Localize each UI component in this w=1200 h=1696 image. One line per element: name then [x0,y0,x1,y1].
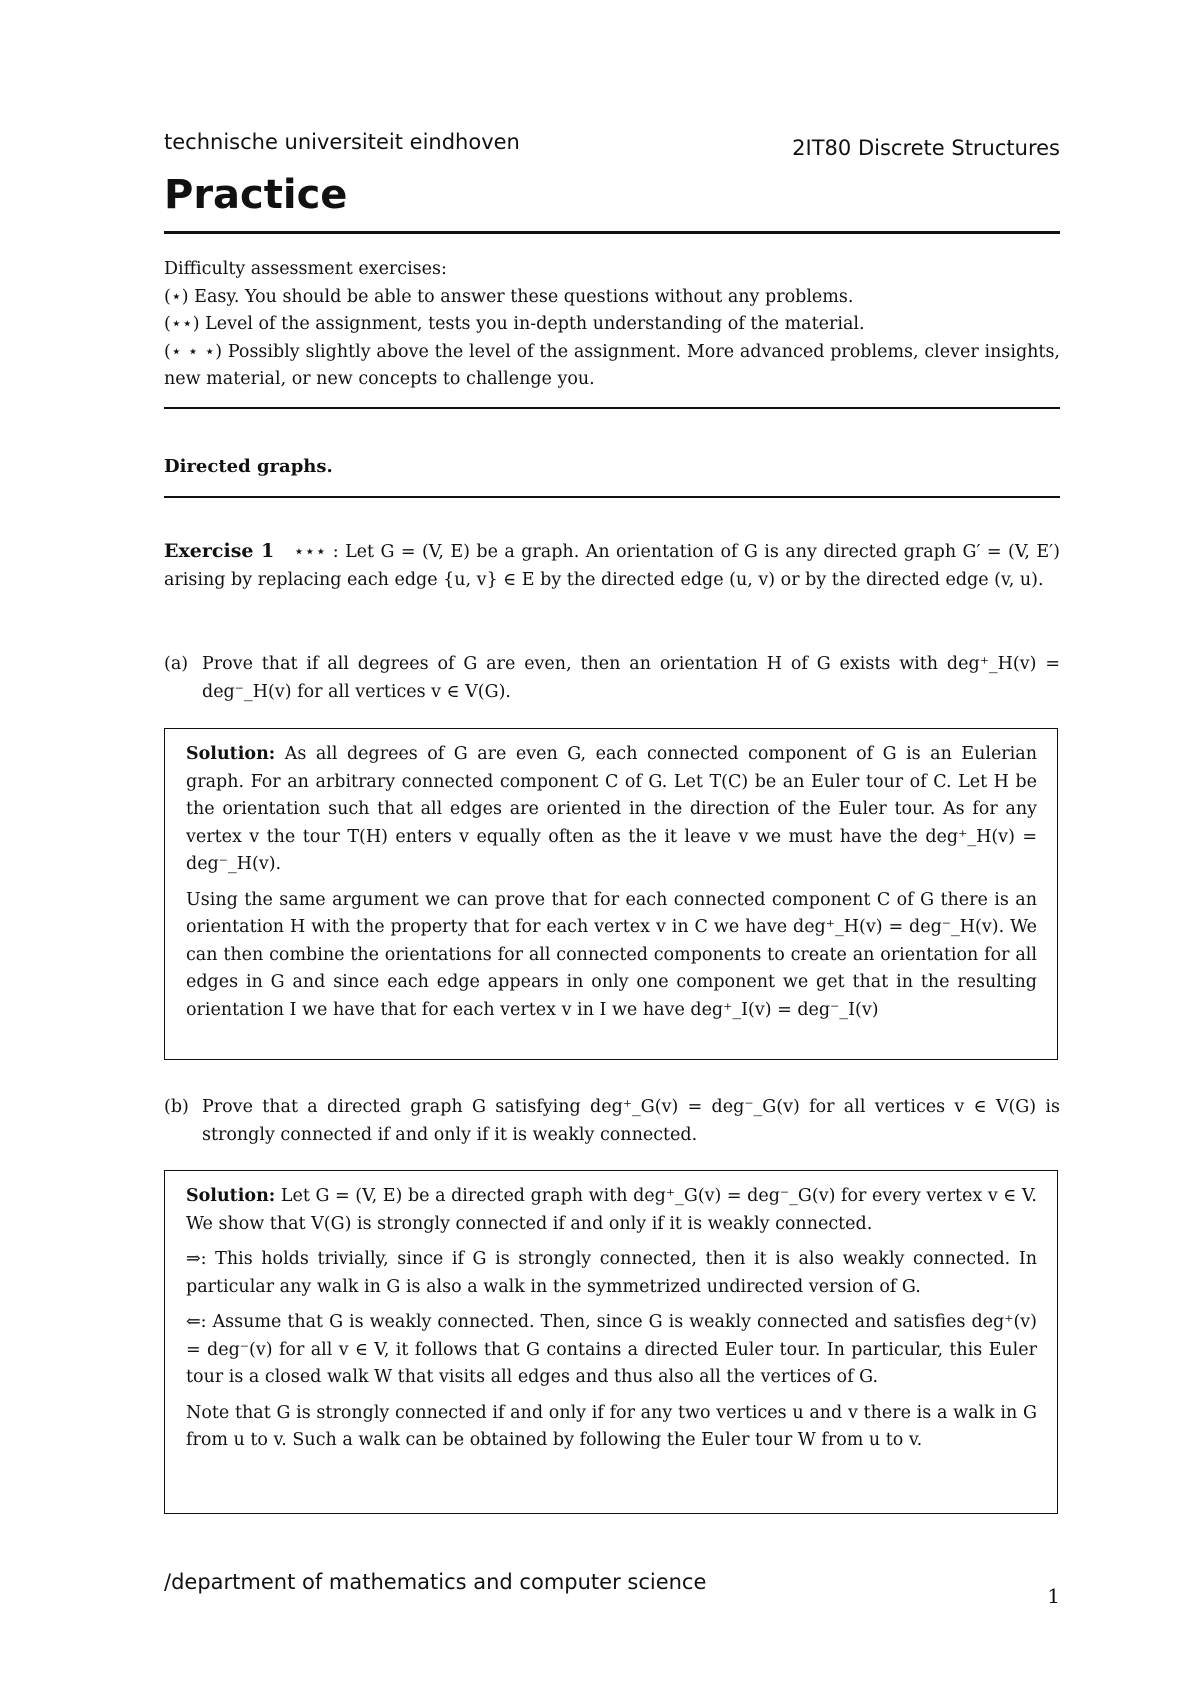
page-number: 1 [1047,1584,1060,1608]
exercise-text: Let G = (V, E) be a graph. An orientation of G is any directed graph G′ = (V, E′) arising by replacing each edge {u, v} ∈ E by the directed edge (u, v) or by the directed edge (v, u). [164,542,1060,590]
course-title: 2IT80 Discrete Structures [792,136,1060,160]
solution-box-a [164,728,1058,1060]
part-b-label: (b) [164,1097,189,1117]
part-a-label: (a) [164,654,189,674]
department-footer: /department of mathematics and computer science [164,1570,707,1594]
difficulty-medium: (⋆⋆) Level of the assignment, tests you in-depth understanding of the material. [164,314,865,334]
exercise-stars: ⋆⋆⋆ : [293,542,339,562]
page-title: Practice [164,172,348,218]
section-rule [164,496,1060,498]
solution-b-label: Solution: [186,1186,276,1206]
university-name: technische universiteit eindhoven [164,130,520,154]
difficulty-intro: Difficulty assessment exercises: [164,259,447,279]
difficulty-legend [164,256,1060,394]
part-b [164,1094,1060,1149]
title-rule [164,231,1060,234]
exercise-statement [164,538,1060,594]
solution-a-para-1: As all degrees of G are even G, each connected component of G is an Eulerian graph. For an arbitrary connected component C of G. Let T(C) be an Euler tour of C. Let H be the orientation such that all edges are oriented in the direction of the Euler tour. As for any vertex v the tour T(H) enters v equally often as the it leave v we must have the deg⁺_H(v) = deg⁻_H(v). [186,744,1037,874]
legend-rule [164,407,1060,409]
solution-a-para-2: Using the same argument we can prove that for each connected component C of G there is an orientation H with the property that for each vertex v in C we have deg⁺_H(v) = deg⁻_H(v). We can then combine the orientations for all connected components to create an orientation for all edges in G and since each edge appears in only one component we get that in the resulting orientation I we have that for each vertex v in I we have deg⁺_I(v) = deg⁻_I(v) [186,889,1037,1020]
part-a-text: Prove that if all degrees of G are even, then an orientation H of G exists with deg⁺_H(v) = deg⁻_H(v) for all vertices v ∈ V(G). [202,654,1060,702]
solution-b-para-1: Let G = (V, E) be a directed graph with deg⁺_G(v) = deg⁻_G(v) for every vertex v ∈ V. We show that V(G) is strongly connected if and only if it is weakly connected. [186,1186,1037,1234]
solution-a-label: Solution: [186,744,276,764]
exercise-heading: Exercise 1 [164,540,275,562]
part-a [164,651,1060,706]
solution-b-para-2: ⇒: This holds trivially, since if G is strongly connected, then it is also weakly connected. In particular any walk in G is also a walk in the symmetrized undirected version of G. [186,1249,1037,1297]
part-b-text: Prove that a directed graph G satisfying deg⁺_G(v) = deg⁻_G(v) for all vertices v ∈ V(G) is strongly connected if and only if it is weakly connected. [202,1097,1060,1145]
difficulty-hard: (⋆ ⋆ ⋆) Possibly slightly above the level of the assignment. More advanced problems, clever insights, new material, or new concepts to challenge you. [164,341,1060,389]
difficulty-easy: (⋆) Easy. You should be able to answer these questions without any problems. [164,286,854,307]
solution-box-b [164,1170,1058,1514]
section-title: Directed graphs. [164,456,333,477]
solution-b-para-3: ⇐: Assume that G is weakly connected. Then, since G is weakly connected and satisfies deg⁺(v) = deg⁻(v) for all v ∈ V, it follows that G contains a directed Euler tour. In particular, this Euler tour is a closed walk W that visits all edges and thus also all the vertices of G. [186,1312,1037,1387]
solution-b-para-4: Note that G is strongly connected if and only if for any two vertices u and v there is a walk in G from u to v. Such a walk can be obtained by following the Euler tour W from u to v. [186,1402,1037,1450]
